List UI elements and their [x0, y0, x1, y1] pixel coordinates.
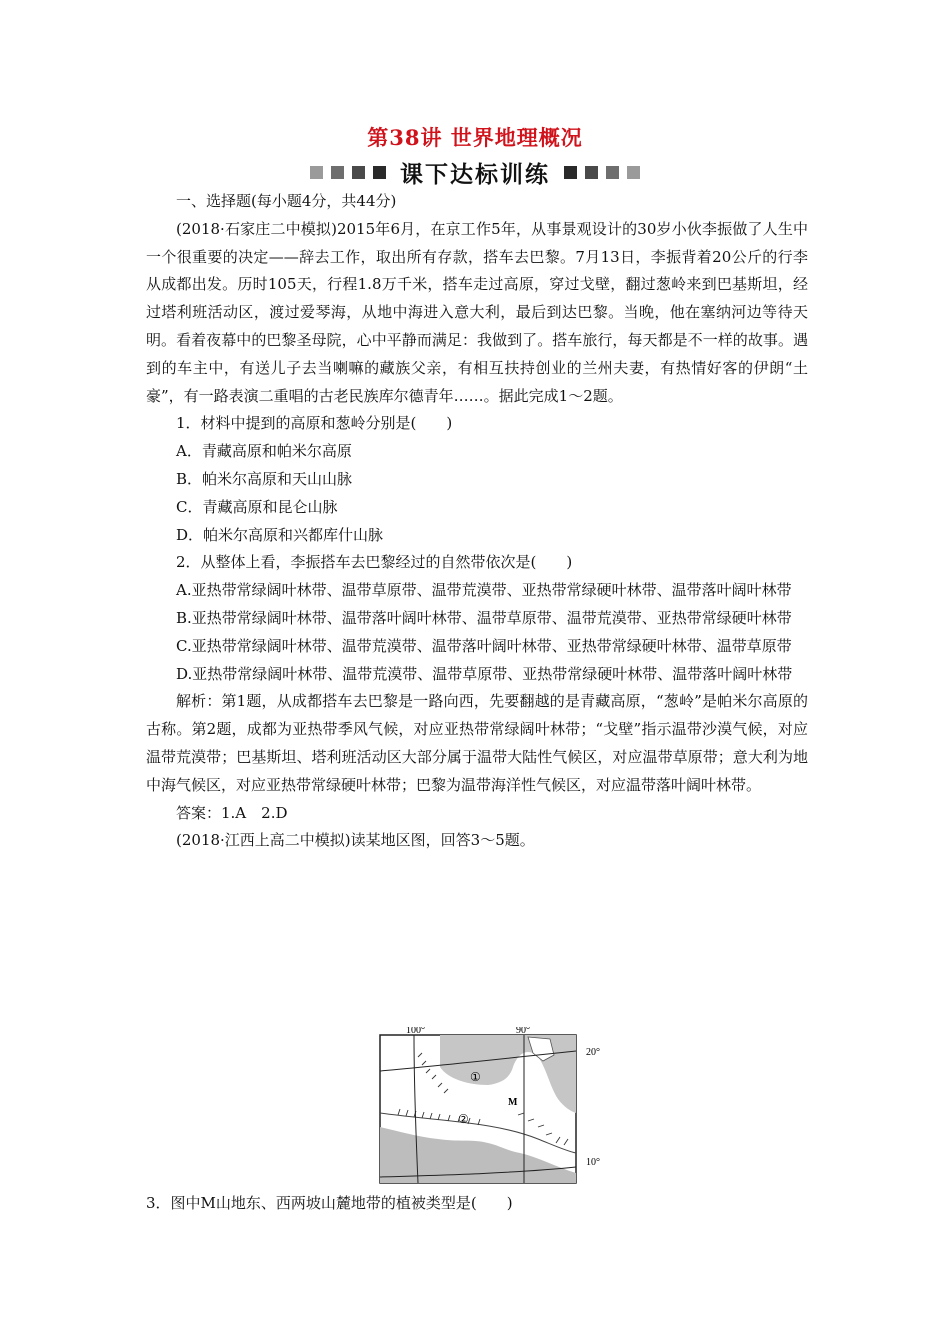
map-label-2: ②: [458, 1112, 469, 1126]
map-label-1: ①: [470, 1070, 481, 1084]
region-map: [378, 1027, 608, 1189]
banner-square: [606, 166, 619, 179]
question-1-stem: 1．材料中提到的高原和葱岭分别是( ): [176, 414, 453, 433]
longitude-label-right: 90°: [516, 1027, 530, 1036]
question-2-option-c: C.亚热带常绿阔叶林带、温带荒漠带、温带落叶阔叶林带、亚热带常绿硬叶林带、温带草原带: [176, 636, 792, 655]
analysis: 解析：第1题，从成都搭车去巴黎是一路向西，先要翻越的是青藏高原，“葱岭”是帕米尔高原的古称。第2题，成都为亚热带季风气候，对应亚热带常绿阔叶林带；“戈壁”指示温带沙漠气候，对应温带荒漠带；巴基斯坦、塔利班活动区大部分属于温带大陆性气候区，对应温带草原带；意大利为地中海气候区，对应亚热带常绿硬叶林带；巴黎为温带海洋性气候区，对应温带落叶阔叶林带。: [146, 692, 808, 794]
banner-square: [564, 166, 577, 179]
banner-square: [585, 166, 598, 179]
latitude-label-bottom: 10°: [586, 1157, 600, 1168]
question-2-stem: 2．从整体上看，李振搭车去巴黎经过的自然带依次是( ): [176, 553, 573, 572]
banner-square: [352, 166, 365, 179]
section-heading: 一、选择题(每小题4分，共44分): [176, 192, 397, 210]
banner-square: [627, 166, 640, 179]
banner-title: 课下达标训练: [400, 161, 550, 188]
map-label-m: M: [508, 1097, 518, 1108]
banner-square: [331, 166, 344, 179]
question-1-option-a: A．青藏高原和帕米尔高原: [176, 442, 352, 461]
question-2-option-a: A.亚热带常绿阔叶林带、温带草原带、温带荒漠带、亚热带常绿硬叶林带、温带落叶阔叶林带: [176, 581, 792, 600]
answer: 答案：1.A 2.D: [176, 803, 288, 822]
question-1-option-d: D．帕米尔高原和兴都库什山脉: [176, 525, 384, 544]
section-banner: [0, 156, 950, 189]
question-2-option-d: D.亚热带常绿阔叶林带、温带荒漠带、温带草原带、亚热带常绿硬叶林带、温带落叶阔叶林带: [176, 664, 793, 683]
latitude-label-top: 20°: [586, 1047, 600, 1058]
document-body: [146, 188, 808, 855]
banner-square: [373, 166, 386, 179]
question-1-option-c: C．青藏高原和昆仑山脉: [176, 497, 338, 516]
question-3-stem: 3．图中M山地东、西两坡山麓地带的植被类型是( ): [146, 1194, 513, 1212]
passage-1: (2018·石家庄二中模拟)2015年6月，在京工作5年，从事景观设计的30岁小伙李振做了人生中一个很重要的决定——辞去工作，取出所有存款，搭车去巴黎。7月13日，李振背着20公斤的行李从成都出发。历时105天，行程1.8万千米，搭车走过高原，穿过戈壁，翻过葱岭来到巴基斯坦，经过塔利班活动区，渡过爱琴海，从地中海进入意大利，最后到达巴黎。当晚，他在塞纳河边等待天明。看着夜幕中的巴黎圣母院，心中平静而满足：我做到了。搭车旅行，每天都是不一样的故事。遇到的车主中，有送儿子去当喇嘛的藏族父亲，有相互扶持创业的兰州夫妻，有热情好客的伊朗“土豪”，有一路表演二重唱的古老民族库尔德青年……。据此完成1～2题。: [146, 219, 808, 405]
passage-2: (2018·江西上高二中模拟)读某地区图，回答3～5题。: [176, 831, 535, 850]
question-2-option-b: B.亚热带常绿阔叶林带、温带落叶阔叶林带、温带草原带、温带荒漠带、亚热带常绿硬叶林带: [176, 608, 792, 627]
question-1-option-b: B．帕米尔高原和天山山脉: [176, 469, 353, 488]
banner-square: [310, 166, 323, 179]
page-title: 第38讲 世界地理概况: [367, 125, 583, 150]
longitude-label-left: 100°: [406, 1027, 425, 1036]
